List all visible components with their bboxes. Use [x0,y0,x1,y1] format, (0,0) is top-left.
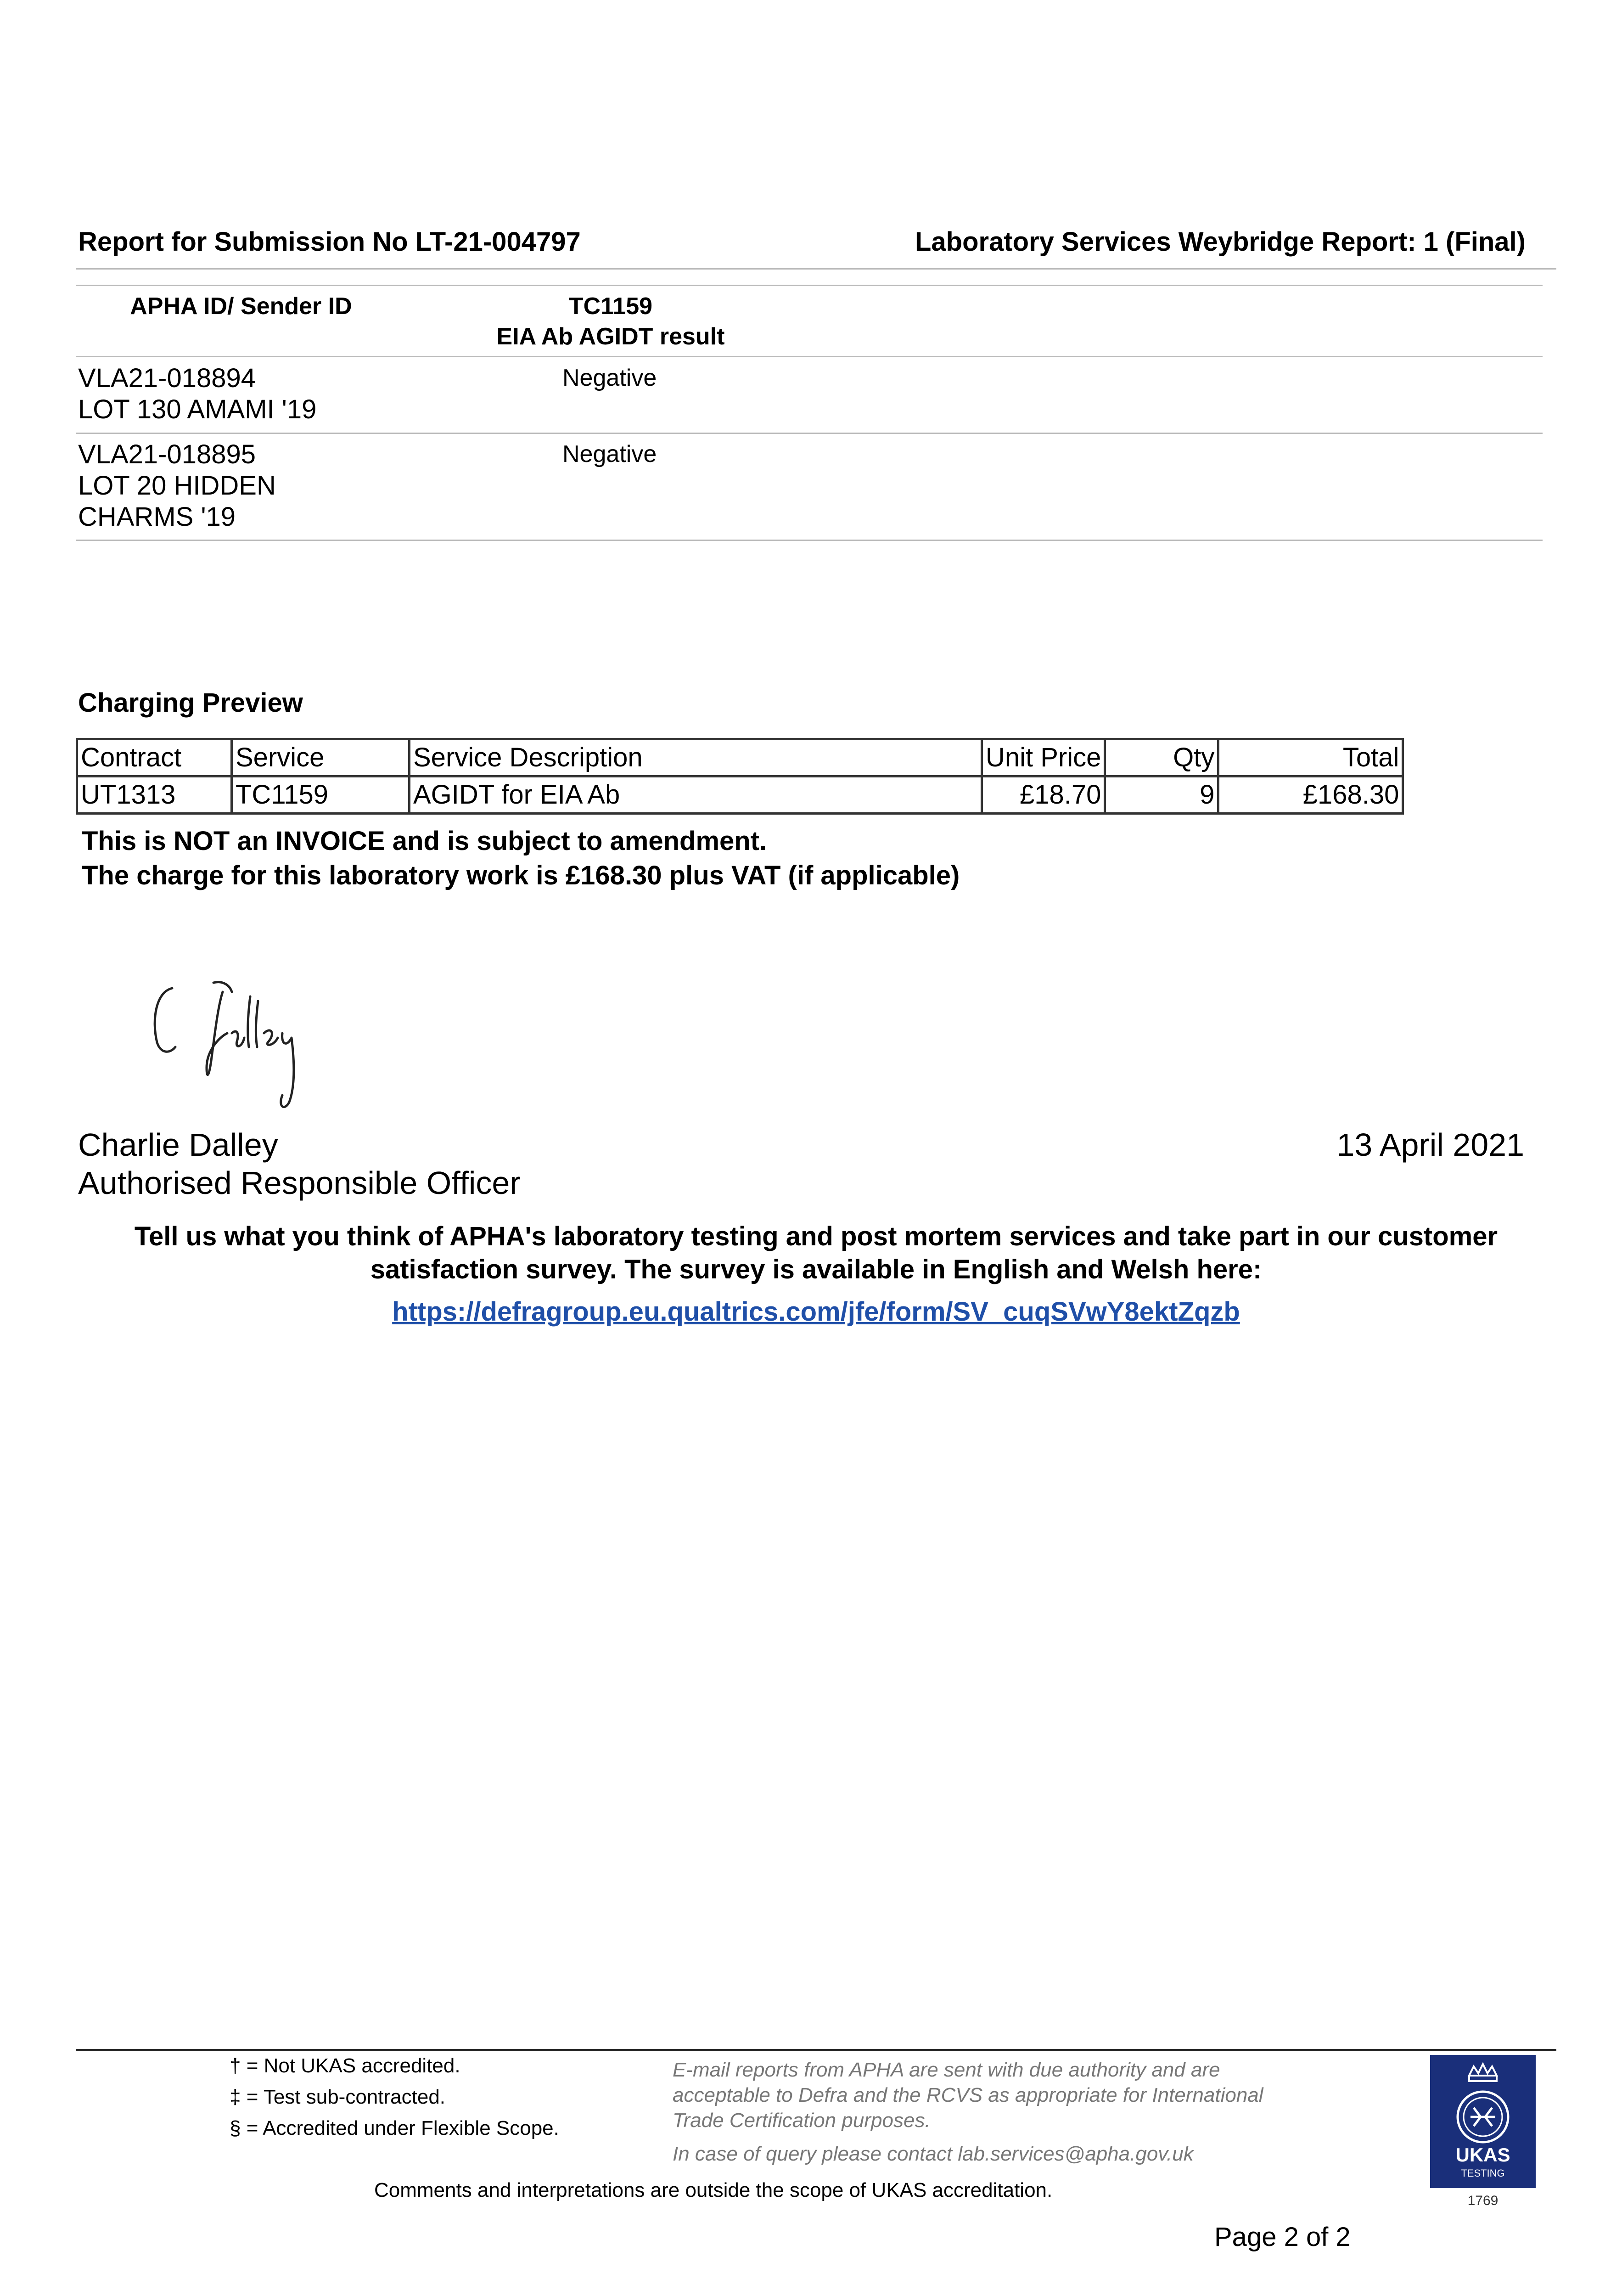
legend-subcontracted: ‡ = Test sub-contracted. [230,2086,446,2108]
header-total: Total [1218,739,1403,777]
legend-not-accredited: † = Not UKAS accredited. [230,2054,460,2077]
header-contract: Contract [77,739,232,777]
column-header-test [473,291,748,352]
charging-table [76,738,1404,815]
header-unit-price: Unit Price [982,739,1105,777]
table-row [78,363,316,425]
unit-price-value: £18.70 [982,777,1105,814]
officer-role: Authorised Responsible Officer [78,1165,521,1201]
sender-id: LOT 130 AMAMI '19 [78,394,317,424]
result-value: Negative [562,441,657,467]
charge-summary: The charge for this laboratory work is £168.30 plus VAT (if applicable) [82,861,960,890]
report-date: 13 April 2021 [1336,1127,1524,1163]
row-divider [76,433,1543,434]
sample-id: VLA21-018895 [78,439,256,469]
ukas-logo [1430,2055,1536,2206]
qty-value: 9 [1105,777,1218,814]
total-value: £168.30 [1218,777,1403,814]
signature-image [138,964,344,1120]
service-value: TC1159 [232,777,410,814]
table-row [78,439,276,533]
email-note [673,2057,1361,2167]
sender-id: LOT 20 HIDDEN [78,471,276,501]
charging-header-row [77,739,1403,777]
sample-id: VLA21-018894 [78,363,256,393]
ukas-comments: Comments and interpretations are outside the scope of UKAS accreditation. [374,2179,1053,2201]
page-number: Page 2 of 2 [1214,2222,1351,2252]
report-title: Laboratory Services Weybridge Report: 1 (Final) [915,227,1526,257]
header-service: Service [232,739,410,777]
legend-flexible-scope: § = Accredited under Flexible Scope. [230,2117,559,2139]
ukas-mark [1430,2055,1536,2188]
survey-block [76,1220,1556,1328]
results-header-rule [76,356,1543,357]
results-bottom-rule [76,540,1543,541]
results-top-rule [76,285,1543,286]
ukas-number: 1769 [1467,2193,1499,2208]
test-code: TC1159 [568,293,653,320]
test-name: EIA Ab AGIDT result [496,323,725,350]
contract-value: UT1313 [77,777,232,814]
result-value: Negative [562,365,657,391]
survey-line-1: Tell us what you think of APHA's laboratory testing and post mortem services and take part in our customer [134,1221,1498,1251]
description-value: AGIDT for EIA Ab [410,777,982,814]
charging-row [77,777,1403,814]
ukas-testing: TESTING [1461,2167,1505,2179]
footnote-legend [230,2050,559,2144]
submission-title: Report for Submission No LT-21-004797 [78,227,581,257]
officer-name: Charlie Dalley [78,1127,278,1163]
invoice-disclaimer: This is NOT an INVOICE and is subject to amendment. [82,826,767,856]
header-qty: Qty [1105,739,1218,777]
survey-line-2: satisfaction survey. The survey is available in English and Welsh here: [370,1255,1262,1284]
column-header-id: APHA ID/ Sender ID [130,293,352,320]
charging-title: Charging Preview [78,688,303,718]
email-note-line-3: Trade Certification purposes. [673,2109,931,2132]
header-divider [76,268,1556,270]
query-contact: In case of query please contact lab.services@apha.gov.uk [673,2143,1194,2165]
survey-link[interactable]: https://defragroup.eu.qualtrics.com/jfe/form/SV_cuqSVwY8ektZqzb [392,1297,1240,1327]
sender-id-cont: CHARMS '19 [78,502,236,532]
email-note-line-1: E-mail reports from APHA are sent with due authority and are [673,2059,1220,2081]
header-description: Service Description [410,739,982,777]
email-note-line-2: acceptable to Defra and the RCVS as appropriate for International [673,2084,1263,2106]
ukas-wordmark: UKAS [1455,2144,1510,2166]
